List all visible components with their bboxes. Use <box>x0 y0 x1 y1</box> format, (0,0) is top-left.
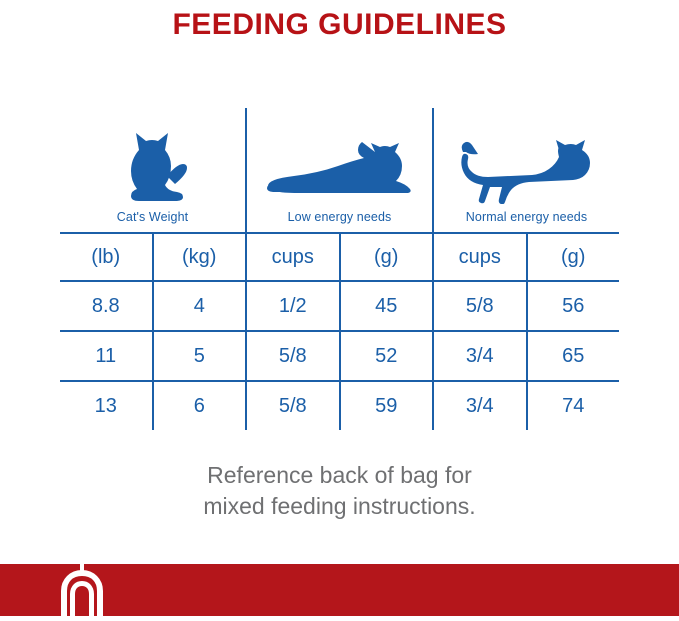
cell-low-grams: 45 <box>340 281 434 331</box>
unit-header-kg: (kg) <box>153 233 247 281</box>
table-row <box>59 381 620 431</box>
table-row <box>59 331 620 381</box>
header-cell-normal-energy <box>433 107 620 233</box>
feeding-guidelines-page <box>0 8 679 616</box>
cell-low-cups: 1/2 <box>246 281 340 331</box>
unit-header-low-cups: cups <box>246 233 340 281</box>
table-row <box>59 281 620 331</box>
header-label-normal-energy: Normal energy needs <box>465 210 588 224</box>
footnote <box>0 460 679 522</box>
brand-band <box>0 564 679 616</box>
cell-low-cups: 5/8 <box>246 331 340 381</box>
royal-canin-logo-icon <box>44 564 120 616</box>
header-cell-cat-weight <box>59 107 246 233</box>
cell-weight-kg: 4 <box>153 281 247 331</box>
footnote-line-2: mixed feeding instructions. <box>203 493 476 520</box>
cell-normal-cups: 5/8 <box>433 281 527 331</box>
cell-low-grams: 52 <box>340 331 434 381</box>
feeding-guidelines-table <box>58 106 621 432</box>
header-label-cat-weight: Cat's Weight <box>116 210 189 224</box>
cell-normal-cups: 3/4 <box>433 381 527 431</box>
cell-weight-lb: 13 <box>59 381 153 431</box>
cell-weight-kg: 6 <box>153 381 247 431</box>
cell-weight-lb: 11 <box>59 331 153 381</box>
table-unit-header-row <box>59 233 620 281</box>
unit-header-low-grams: (g) <box>340 233 434 281</box>
lying-cat-icon <box>267 142 413 204</box>
cell-weight-lb: 8.8 <box>59 281 153 331</box>
cell-low-grams: 59 <box>340 381 434 431</box>
unit-header-normal-grams: (g) <box>527 233 621 281</box>
cell-weight-kg: 5 <box>153 331 247 381</box>
cell-normal-grams: 65 <box>527 331 621 381</box>
walking-cat-icon <box>461 138 593 204</box>
unit-header-normal-cups: cups <box>433 233 527 281</box>
cell-normal-grams: 74 <box>527 381 621 431</box>
sitting-cat-icon <box>119 128 187 204</box>
cell-low-cups: 5/8 <box>246 381 340 431</box>
unit-header-lb: (lb) <box>59 233 153 281</box>
page-title: FEEDING GUIDELINES <box>172 8 507 41</box>
table-icon-header-row <box>59 107 620 233</box>
feeding-table-wrapper <box>58 106 621 432</box>
cell-normal-cups: 3/4 <box>433 331 527 381</box>
header-label-low-energy: Low energy needs <box>287 210 392 224</box>
footnote-line-1: Reference back of bag for <box>207 462 472 488</box>
header-cell-low-energy <box>246 107 433 233</box>
cell-normal-grams: 56 <box>527 281 621 331</box>
